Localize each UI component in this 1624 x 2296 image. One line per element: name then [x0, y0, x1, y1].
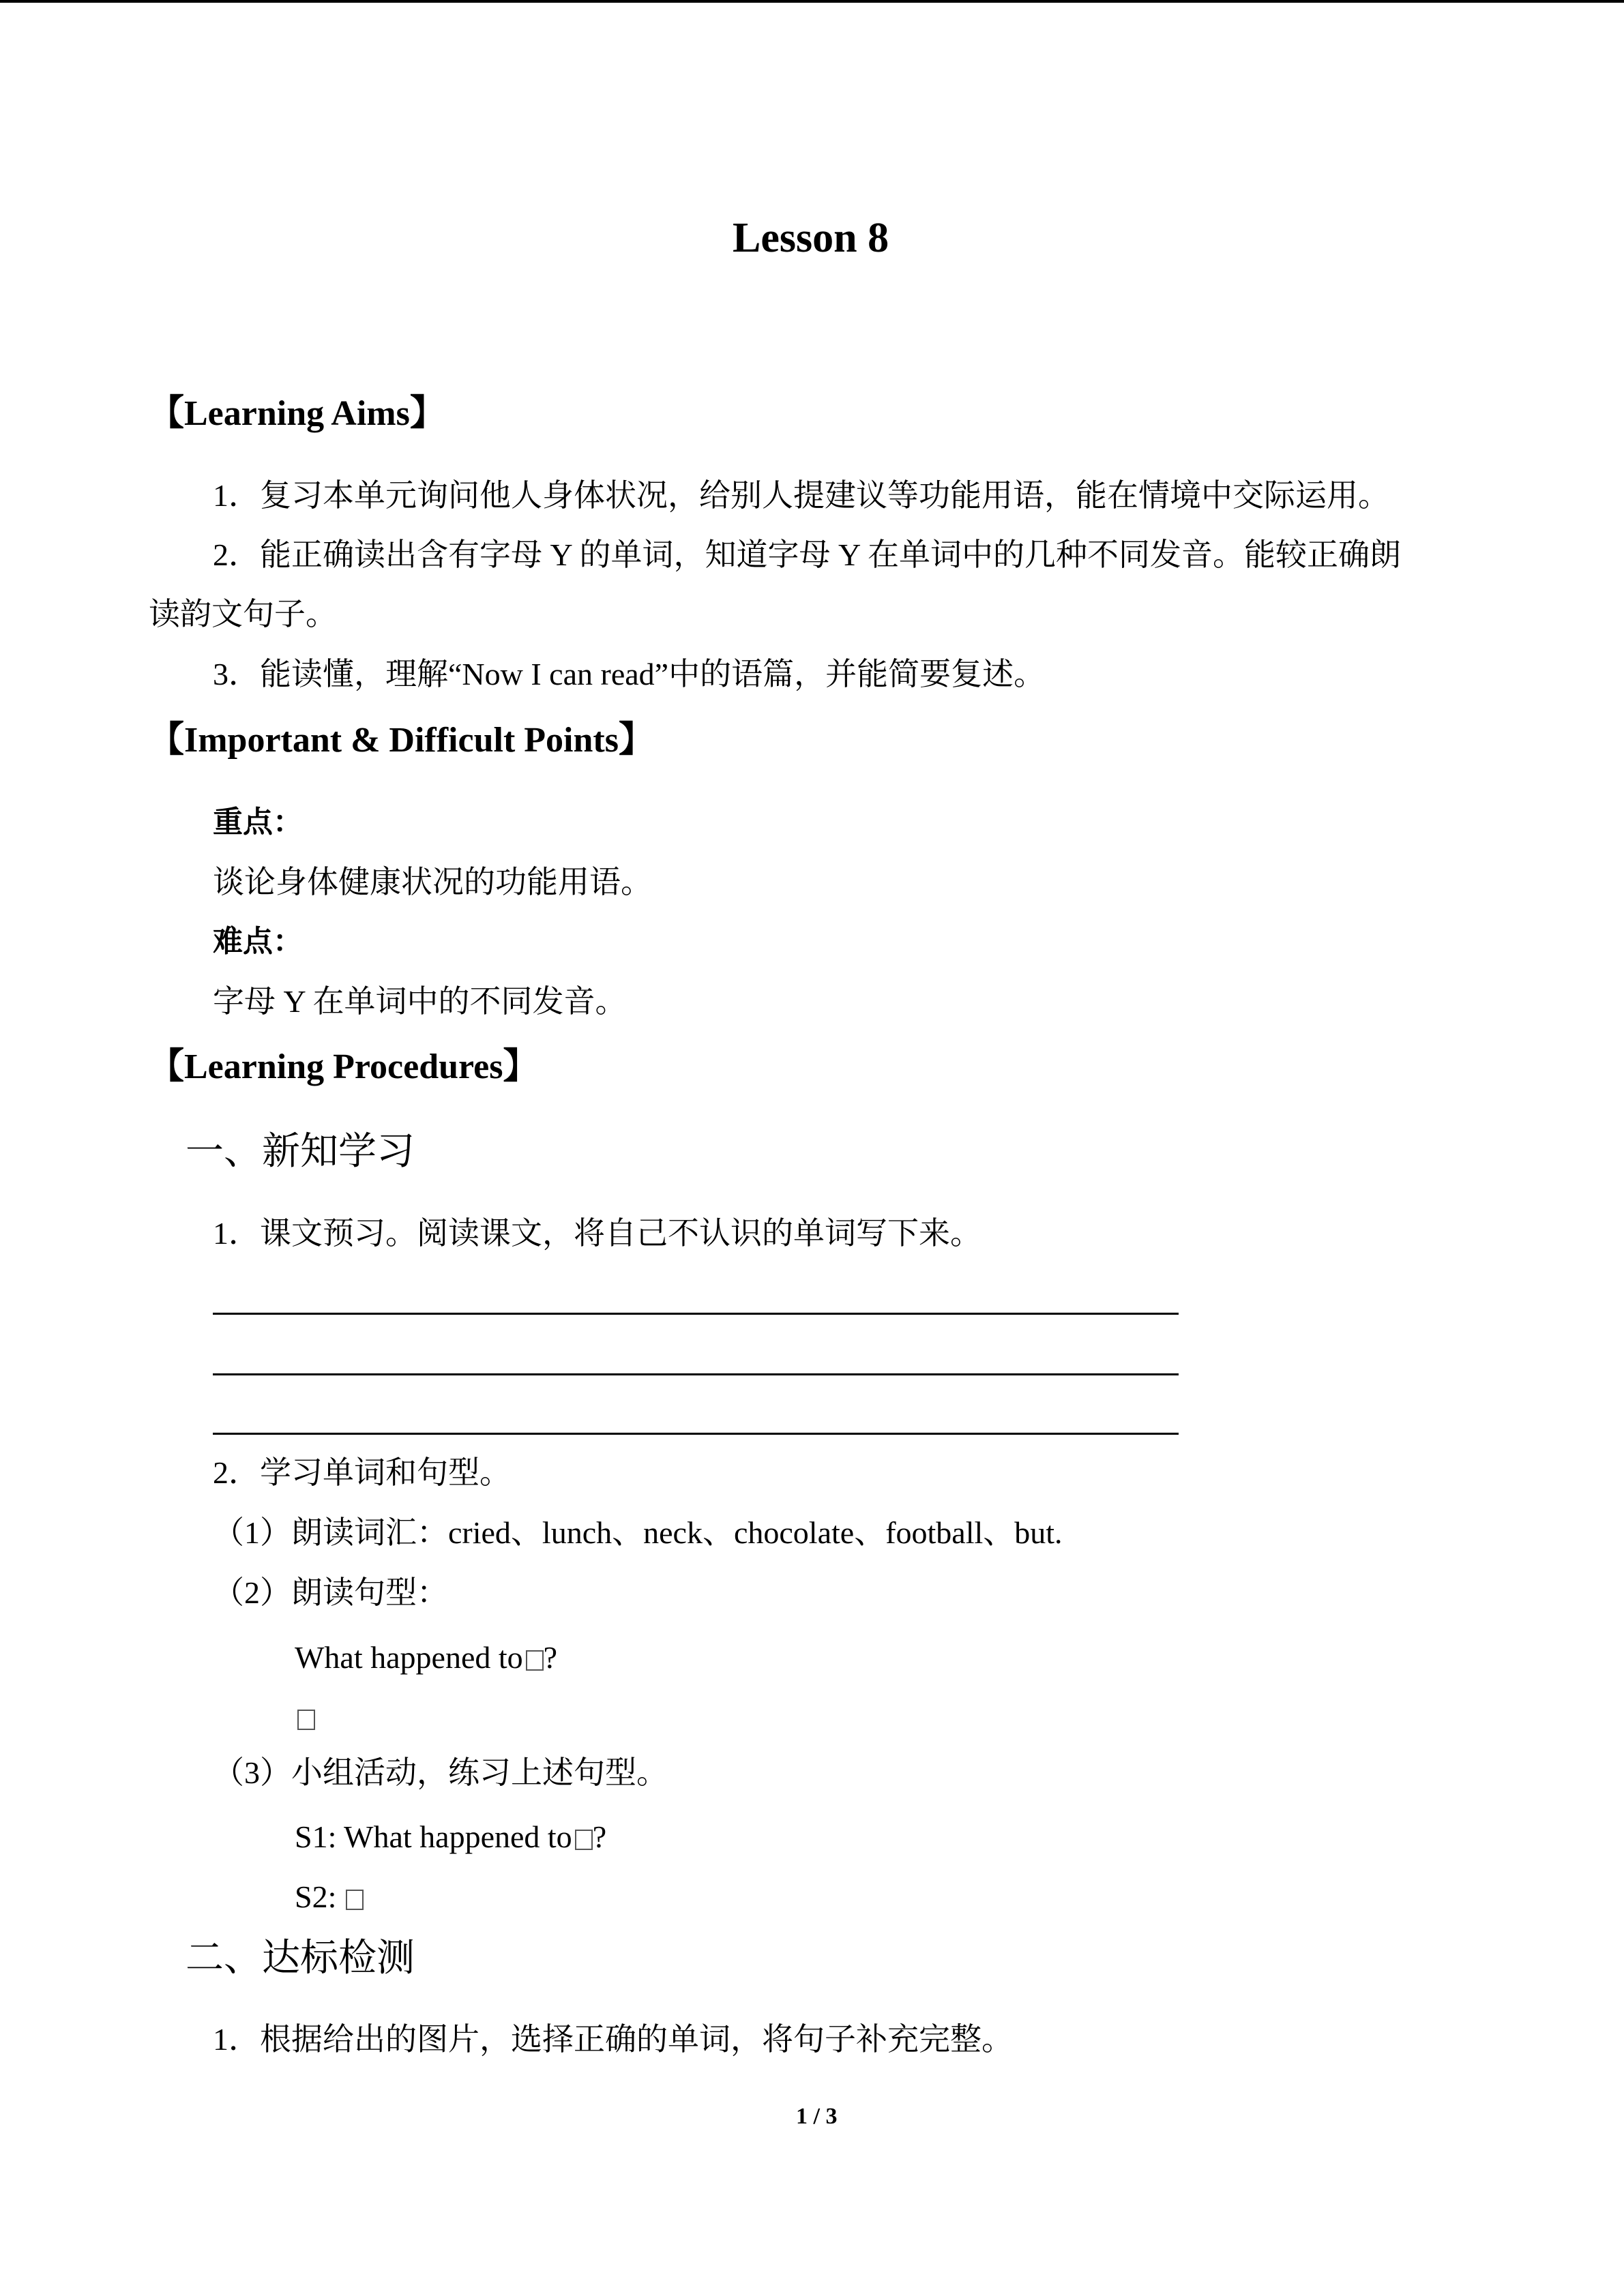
blank-box — [526, 1650, 544, 1671]
answer-line-2[interactable] — [213, 1373, 1179, 1375]
dialog-s1-mark: ? — [592, 1819, 607, 1854]
top-border — [0, 0, 1624, 3]
blank-box — [575, 1830, 593, 1850]
vocab-line: （1）朗读词汇：cried、lunch、neck、chocolate、football、but. — [213, 1515, 1063, 1550]
aim-item-3: 3．能读懂，理解“Now I can read”中的语篇，并能简要复述。 — [213, 657, 1046, 691]
dialog-s2-text: S2: — [295, 1879, 337, 1914]
answer-line-3[interactable] — [213, 1433, 1179, 1435]
procedures-heading: 【Learning Procedures】 — [149, 1047, 539, 1086]
points-heading: 【Important & Difficult Points】 — [149, 721, 654, 760]
section-check: 二、达标检测 — [186, 1937, 415, 1980]
section-new-learning: 一、新知学习 — [186, 1131, 415, 1173]
dialog-s1 — [295, 1821, 606, 1853]
aim-item-2-line-2: 读韵文句子。 — [149, 597, 337, 631]
difficult-point-text: 字母 Y 在单词中的不同发音。 — [213, 984, 627, 1019]
aim-item-2-line-1: 2．能正确读出含有字母 Y 的单词，知道字母 Y 在单词中的几种不同发音。能较正确朗 — [213, 537, 1402, 572]
dialog-s2 — [295, 1881, 364, 1913]
difficult-point-label: 难点： — [213, 925, 303, 958]
key-point-text: 谈论身体健康状况的功能用语。 — [213, 865, 652, 899]
pattern-question — [295, 1642, 557, 1673]
page-number: 1 / 3 — [796, 2104, 838, 2129]
blank-box — [297, 1710, 315, 1730]
aim-item-1: 1．复习本单元询问他人身体状况，给别人提建议等功能用语，能在情境中交际运用。 — [213, 478, 1389, 513]
learning-aims-heading: 【Learning Aims】 — [149, 394, 445, 433]
step-2: 2．学习单词和句型。 — [213, 1455, 511, 1490]
blank-box — [346, 1890, 364, 1910]
pattern-answer — [295, 1701, 315, 1733]
pattern-question-text: What happened to — [295, 1640, 523, 1675]
check-item-1: 1．根据给出的图片，选择正确的单词，将句子补充完整。 — [213, 2022, 1013, 2057]
sentence-pattern-label: （2）朗读句型： — [213, 1575, 448, 1610]
group-activity: （3）小组活动，练习上述句型。 — [213, 1755, 668, 1790]
dialog-s1-text: S1: What happened to — [295, 1819, 572, 1854]
page-title: Lesson 8 — [733, 215, 889, 261]
pattern-question-mark: ? — [543, 1640, 558, 1675]
step-1: 1．课文预习。阅读课文，将自己不认识的单词写下来。 — [213, 1216, 981, 1251]
key-point-label: 重点： — [213, 805, 303, 839]
answer-line-1[interactable] — [213, 1313, 1179, 1315]
